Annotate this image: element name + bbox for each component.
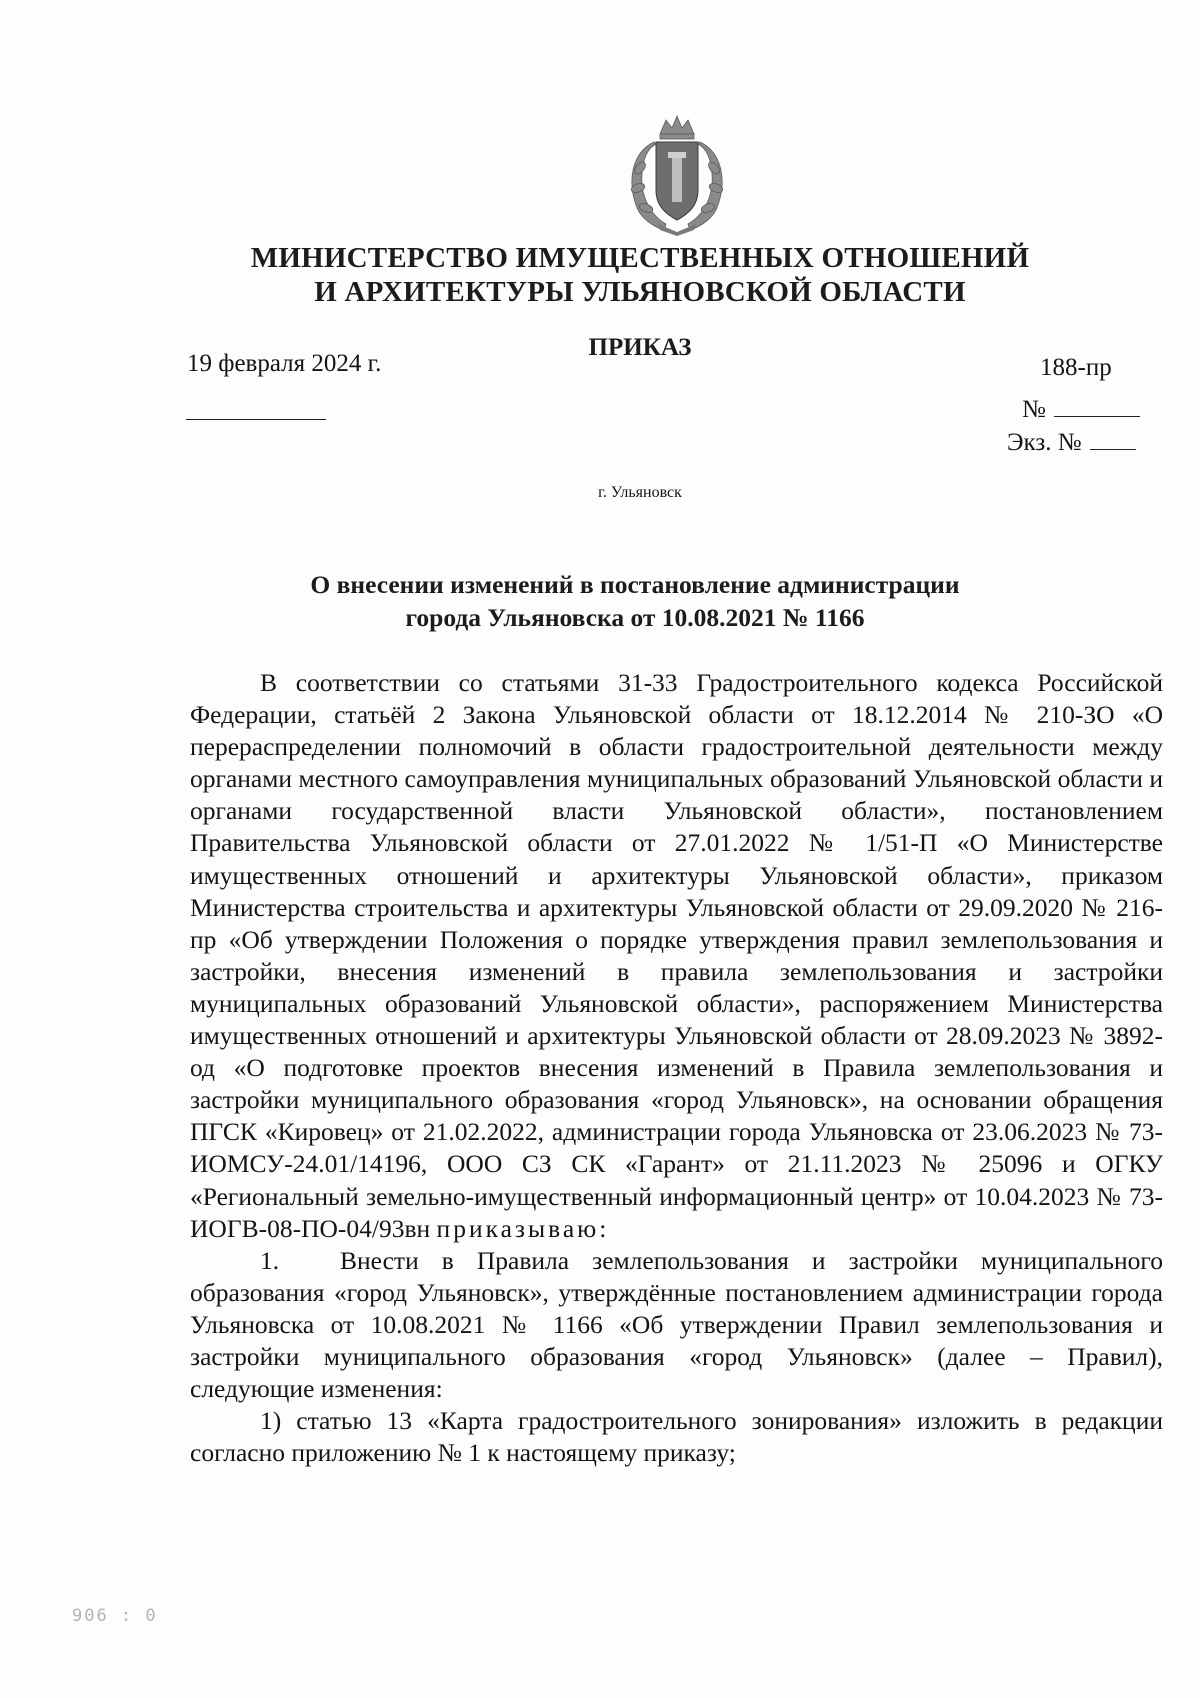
preamble-text: В соответствии со статьями 31-33 Градостроительного кодекса Российской Федерации, статьёй 2 Закона Ульяновской области от 18.12.2014 № 210-ЗО «О перераспределении полномочий в области градостроительной деятельности между органами местного самоуправления муниципальных образований Ульяновской области и органами государственной власти Ульяновской области», постановлением Правительства Ульяновской области от 27.01.2022 № 1/51-П «О Министерстве имущественных отношений и архитектуры Ульяновской области», приказом Министерства строительства и архитектуры Ульяновской области от 29.09.2020 № 216-пр «Об утверждении Положения о порядке утверждения правил землепользования и застройки, внесения изменений в правила землепользования и застройки муниципальных образований Ульяновской области», распоряжением Министерства имущественных отношений и архитектуры Ульяновской области от 28.09.2023 № 3892-од «О подготовке проектов внесения изменений в Правила землепользования и застройки муниципального образования «город Ульяновск», на основании обращения ПГСК «Кировец» от 21.02.2022, администрации города Ульяновска от 23.06.2023 № 73-ИОМСУ-24.01/14196, ООО СЗ СК «Гарант» от 21.11.2023 № 25096 и ОГКУ «Региональный земельно-имущественный информационный центр» от 10.04.2023 № 73-ИОГВ-08-ПО-04/93вн xyxy=(190,668,1163,1243)
copy-number-field xyxy=(1007,427,1136,457)
copy-number-label: Экз. № xyxy=(1007,429,1082,456)
number-label: № xyxy=(1022,396,1046,423)
number-blank xyxy=(1054,394,1140,417)
sub-item-1-paragraph: 1) статью 13 «Карта градостроительного зонирования» изложить в редакции согласно приложению № 1 к настоящему приказу; xyxy=(190,1406,1163,1468)
ulyanovsk-region-coat-of-arms-icon xyxy=(618,112,736,236)
city: г. Ульяновск xyxy=(598,484,682,501)
subject-line-2: города Ульяновска от 10.08.2021 № 1166 xyxy=(405,603,865,632)
order-word: приказываю: xyxy=(436,1213,610,1243)
item-1-paragraph xyxy=(190,1245,1163,1405)
ministry-name-line-2: И АРХИТЕКТУРЫ УЛЬЯНОВСКОЙ ОБЛАСТИ xyxy=(314,276,966,308)
subject-line-1: О внесении изменений в постановление администрации xyxy=(310,570,960,599)
document-type: ПРИКАЗ xyxy=(588,334,692,361)
document-number: 188-пр xyxy=(1040,354,1112,381)
item-1-text: Внести в Правила землепользования и застройки муниципального образования «город Ульяновск», утверждённые постановлением администрации города Ульяновска от 10.08.2021 № 1166 «Об утверждении Правил землепользования и застройки муниципального образования «город Ульяновск» (далее – Правил), следующие изменения: xyxy=(190,1245,1163,1404)
item-1-number: 1. xyxy=(260,1245,280,1275)
page-stamp-mark: 906 : 0 xyxy=(72,1606,158,1626)
document-body xyxy=(190,667,1163,1469)
ministry-name-line-1: МИНИСТЕРСТВО ИМУЩЕСТВЕННЫХ ОТНОШЕНИЙ xyxy=(250,242,1030,274)
number-field xyxy=(1022,394,1140,424)
document-date: 19 февраля 2024 г. xyxy=(187,350,382,377)
copy-number-blank xyxy=(1090,427,1136,450)
blank-line xyxy=(186,419,326,420)
preamble-paragraph xyxy=(190,667,1163,1245)
document-subject xyxy=(210,568,1060,634)
